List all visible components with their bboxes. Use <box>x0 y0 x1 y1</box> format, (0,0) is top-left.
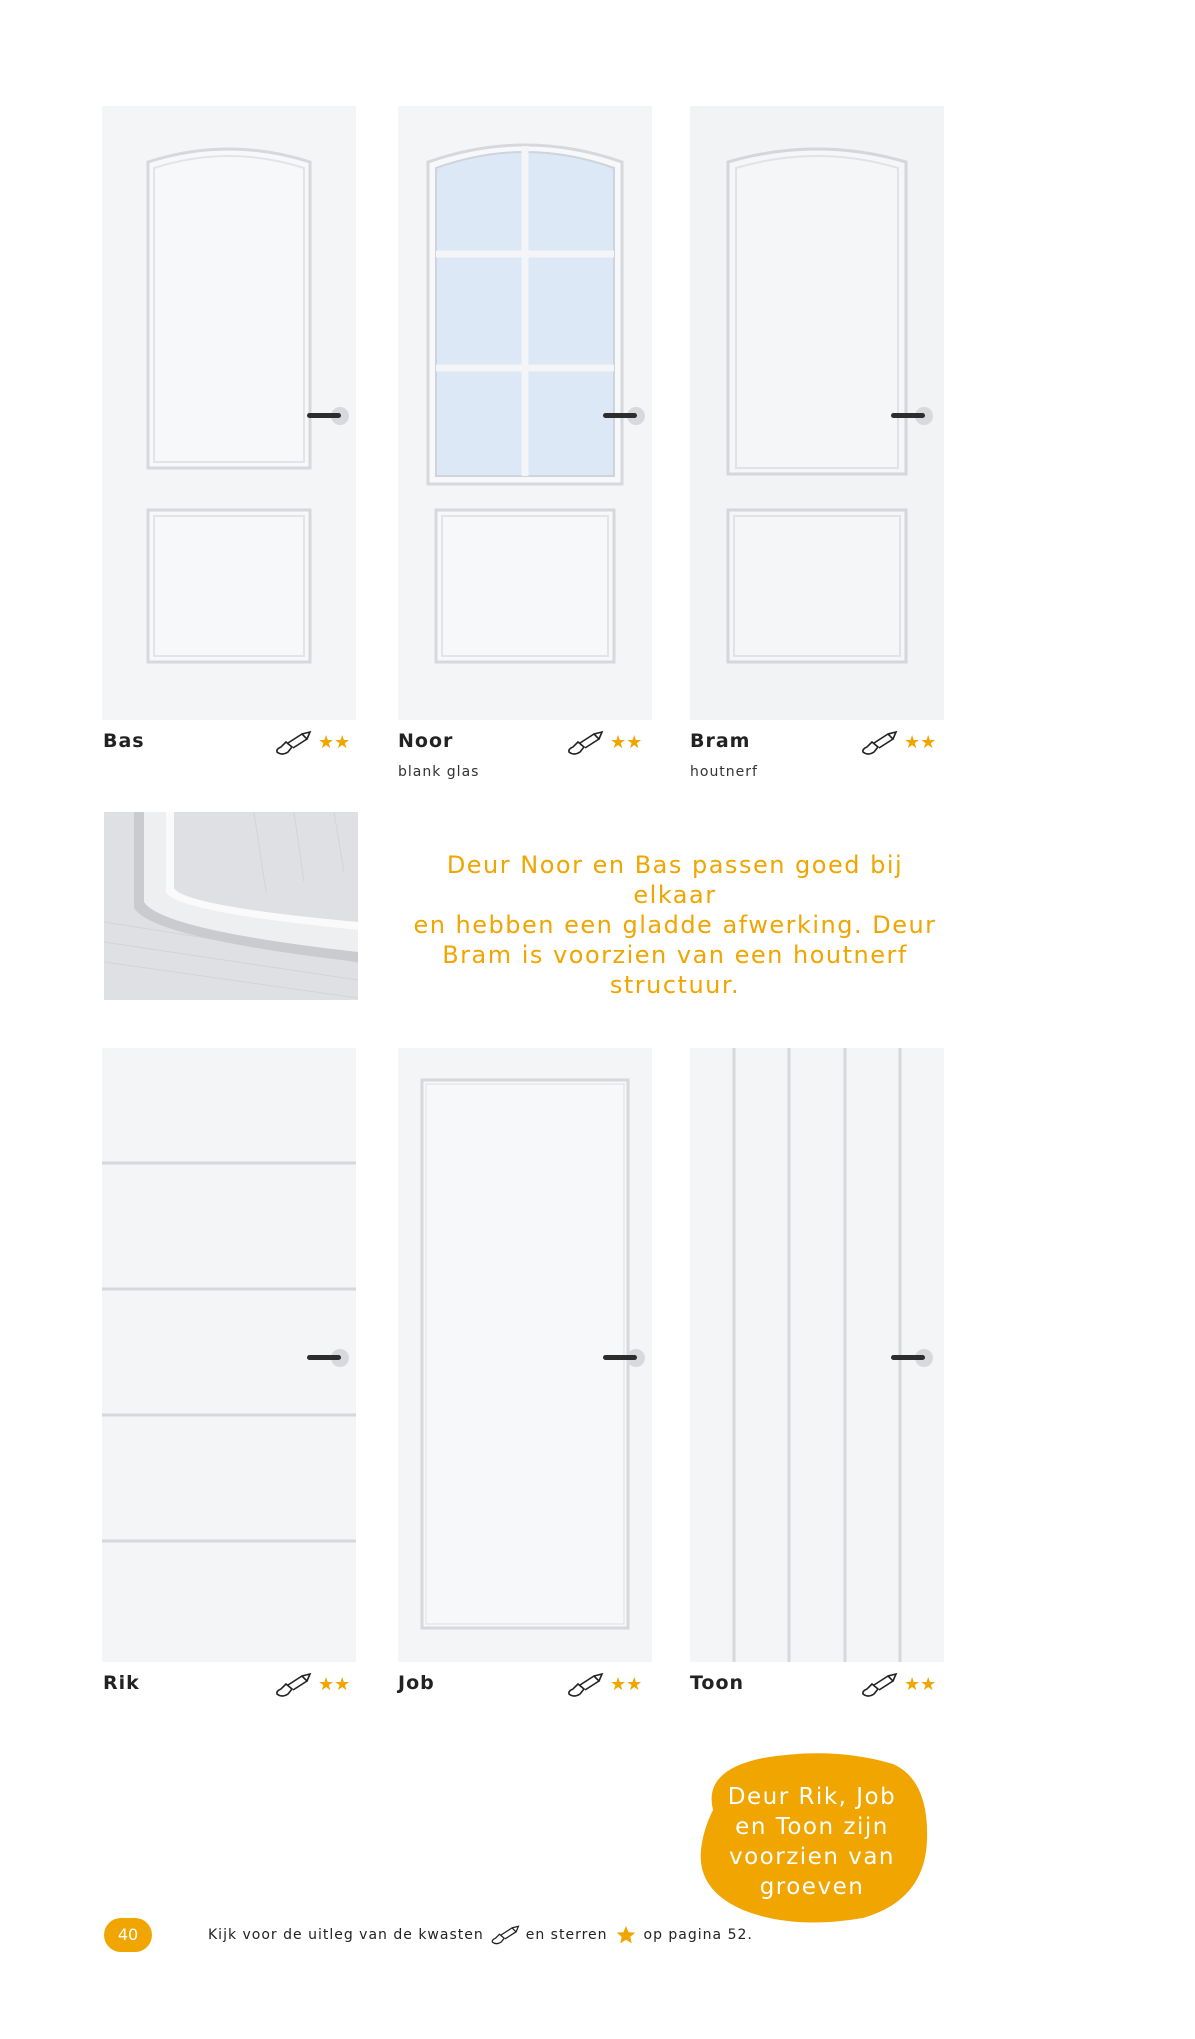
door-bram-image <box>690 106 944 720</box>
door-bas-image <box>102 106 356 720</box>
grooves-badge <box>693 1750 931 1925</box>
paintbrush-icon <box>277 1674 310 1696</box>
callout-line: en hebben een gladde afwerking. Deur <box>413 911 937 939</box>
door-name-job: Job <box>398 1672 435 1694</box>
rating-rik <box>274 1672 360 1702</box>
rating-noor <box>566 730 652 760</box>
door-name-bas: Bas <box>103 730 145 752</box>
door-name-noor: Noor <box>398 730 454 752</box>
rating-job <box>566 1672 652 1702</box>
paintbrush-icon <box>863 732 896 754</box>
paintbrush-icon <box>277 732 310 754</box>
footer-text-before: Kijk voor de uitleg van de kwasten <box>208 1927 484 1943</box>
door-toon-image <box>690 1048 944 1662</box>
badge-line: Deur Rik, Job <box>727 1784 897 1810</box>
star-icon: ★★ <box>610 732 643 753</box>
door-rik-image <box>102 1048 356 1662</box>
door-name-toon: Toon <box>690 1672 745 1694</box>
star-icon: ★★ <box>904 1674 937 1695</box>
paintbrush-icon <box>863 1674 896 1696</box>
page-number: 40 <box>104 1918 152 1952</box>
star-icon: ★★ <box>610 1674 643 1695</box>
star-icon <box>616 1925 636 1945</box>
footer-text-middle: en sterren <box>525 1927 608 1943</box>
door-name-rik: Rik <box>103 1672 140 1694</box>
callout-line: Deur Noor en Bas passen goed bij elkaar <box>446 851 904 909</box>
footer-note <box>208 1922 753 1948</box>
star-icon: ★★ <box>318 732 351 753</box>
badge-line: en Toon zijn <box>735 1814 889 1840</box>
paintbrush-icon <box>490 1923 520 1947</box>
callout-line: Bram is voorzien van een houtnerf <box>442 941 908 969</box>
callout-line: structuur. <box>609 971 741 999</box>
paintbrush-icon <box>569 1674 602 1696</box>
callout-text <box>405 850 945 1000</box>
star-icon: ★★ <box>904 732 937 753</box>
door-name-bram: Bram <box>690 730 751 752</box>
footer-text-after: op pagina 52. <box>643 1927 753 1943</box>
woodgrain-closeup-image <box>104 812 358 1000</box>
door-subtitle-bram: houtnerf <box>690 764 758 780</box>
badge-line: groeven <box>759 1874 865 1900</box>
door-subtitle-noor: blank glas <box>398 764 480 780</box>
door-noor-image <box>398 106 652 720</box>
door-job-image <box>398 1048 652 1662</box>
rating-bas <box>274 730 360 760</box>
star-icon: ★★ <box>318 1674 351 1695</box>
paintbrush-icon <box>569 732 602 754</box>
rating-bram <box>860 730 946 760</box>
badge-line: voorzien van <box>729 1844 895 1870</box>
rating-toon <box>860 1672 946 1702</box>
